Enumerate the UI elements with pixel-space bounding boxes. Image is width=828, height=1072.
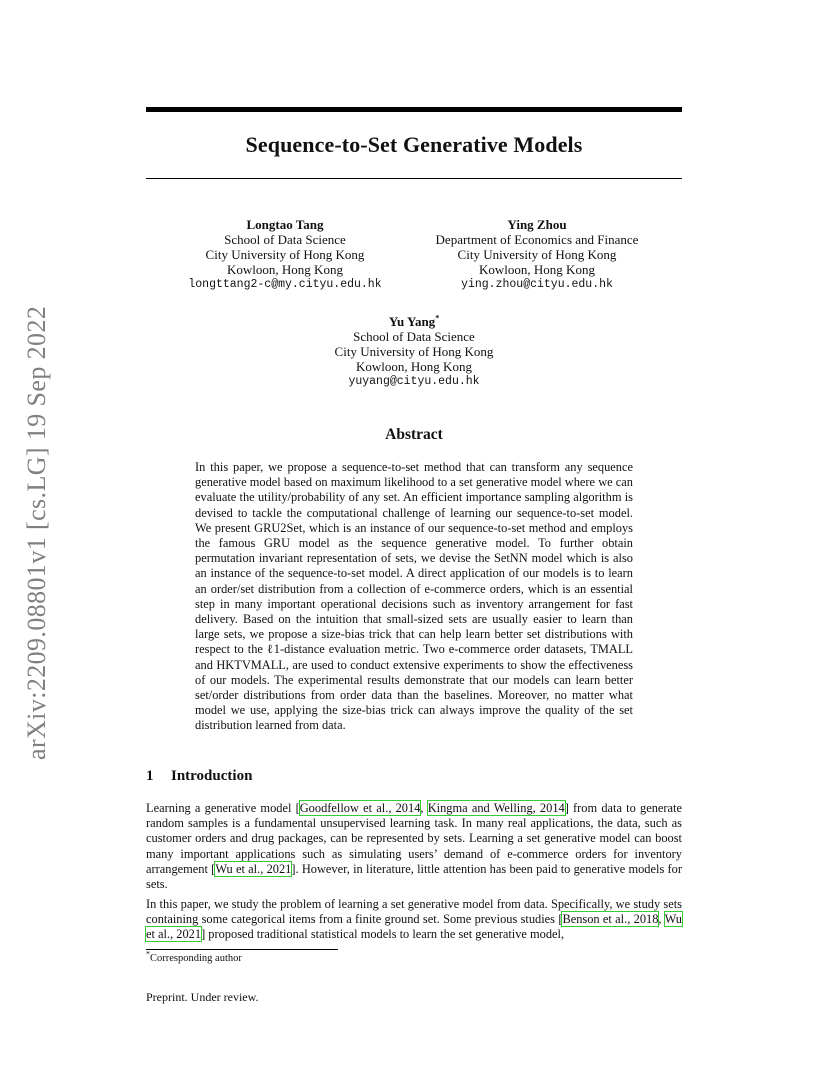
abstract-text: In this paper, we propose a sequence-to-set method that can transform any sequence generative model based on maximum likelihood to a set generative model where we can evaluate the utility/probability of any set. An efficient importance sampling algorithm is devised to tackle the computational challenge of learning our sequence-to-set model. We present GRU2Set, which is an instance of our sequence-to-set method and employs the famous GRU model as the sequence generative model. To further obtain permutation invariant representation of sets, we devise the SetNN model which is also an instance of the sequence-to-set model. A direct application of our models is to learn an order/set distribution from a collection of e-commerce orders, which is an essential step in many important operational decisions such as inventory arrangement for fast delivery. Based on the intuition that small-sized sets are usually easier to learn than large sets, we propose a size-bias trick that can help learn better set distributions with respect to the ℓ1-distance evaluation metric. Two e-commerce order datasets, TMALL and HKTVMALL, are used to conduct extensive experiments to show the effectiveness of our models. The experimental results demonstrate that our models can learn better set/order distributions from order data than the baselines. Moreover, no matter what model we use, applying the size-bias trick can always improve the quality of the set distribution learned from data. [195,460,633,733]
footnote [146,949,242,964]
abstract-heading: Abstract [385,426,443,443]
para-text: ] proposed traditional statistical models to learn the set generative model, [201,927,565,942]
author-email: longttang2-c@my.cityu.edu.hk [188,278,382,291]
para-text: In this paper, we study the problem of learning a set generative model from data. Specifically, we study sets containing some categorical items from a finite ground set. Some previous studies [ [146,897,682,927]
citation-link[interactable]: Wu et al., 2021 [146,912,682,942]
footnote-rule [146,949,338,950]
section-heading [146,768,252,785]
author-block-3 [299,314,529,389]
title-top-rule [146,107,682,112]
author-block-1 [170,217,400,292]
author-email: ying.zhou@cityu.edu.hk [461,278,613,291]
author-name: Longtao Tang [246,217,324,232]
author-email: yuyang@cityu.edu.hk [348,375,480,388]
intro-paragraph-2 [146,897,682,943]
para-text: Learning a generative model [ [146,801,300,815]
author-affiliation-line: Kowloon, Hong Kong [356,359,472,374]
intro-paragraph-1 [146,801,682,892]
para-text: , [420,801,428,815]
author-affiliation-line: City University of Hong Kong [334,344,494,359]
section-number: 1 [146,768,154,784]
arxiv-stamp: arXiv:2209.08801v1 [cs.LG] 19 Sep 2022 [22,305,51,760]
author-affiliation-line: City University of Hong Kong [205,247,365,262]
citation-link[interactable]: Benson et al., 2018 [562,912,659,927]
title-bottom-rule [146,178,682,179]
citation-link[interactable]: Kingma and Welling, 2014 [427,801,565,815]
author-affiliation-line: Kowloon, Hong Kong [227,262,343,277]
para-text: ]. However, in literature, little attention has been paid to generative models for sets. [146,861,682,892]
para-text: , [658,912,665,927]
corresponding-mark: * [435,313,440,323]
section-title: Introduction [171,768,253,784]
author-affiliation-line: Department of Economics and Finance [435,232,639,247]
citation-link[interactable]: Goodfellow et al., 2014 [299,801,421,815]
footnote-text: Corresponding author [150,953,242,964]
author-name-text: Yu Yang [388,314,436,329]
author-affiliation-line: City University of Hong Kong [457,247,617,262]
footnote-mark: * [146,949,150,959]
author-affiliation-line: Kowloon, Hong Kong [479,262,595,277]
author-block-2 [412,217,662,292]
author-name: Ying Zhou [507,217,567,232]
author-affiliation-line: School of Data Science [353,329,475,344]
author-affiliation-line: School of Data Science [224,232,346,247]
paper-title: Sequence-to-Set Generative Models [245,132,583,157]
author-name [299,314,529,329]
para-text: ] from data to generate random samples is a fundamental unsupervised learning task. In many real applications, the data, such as customer orders and drug packages, can be represented by sets. Learning a set generative model can boost many important applications such as simulating users’ demand of e-commerce orders for inventory arrangement [ [146,801,682,876]
citation-link[interactable]: Wu et al., 2021 [215,861,292,876]
preprint-notice: Preprint. Under review. [146,990,259,1004]
